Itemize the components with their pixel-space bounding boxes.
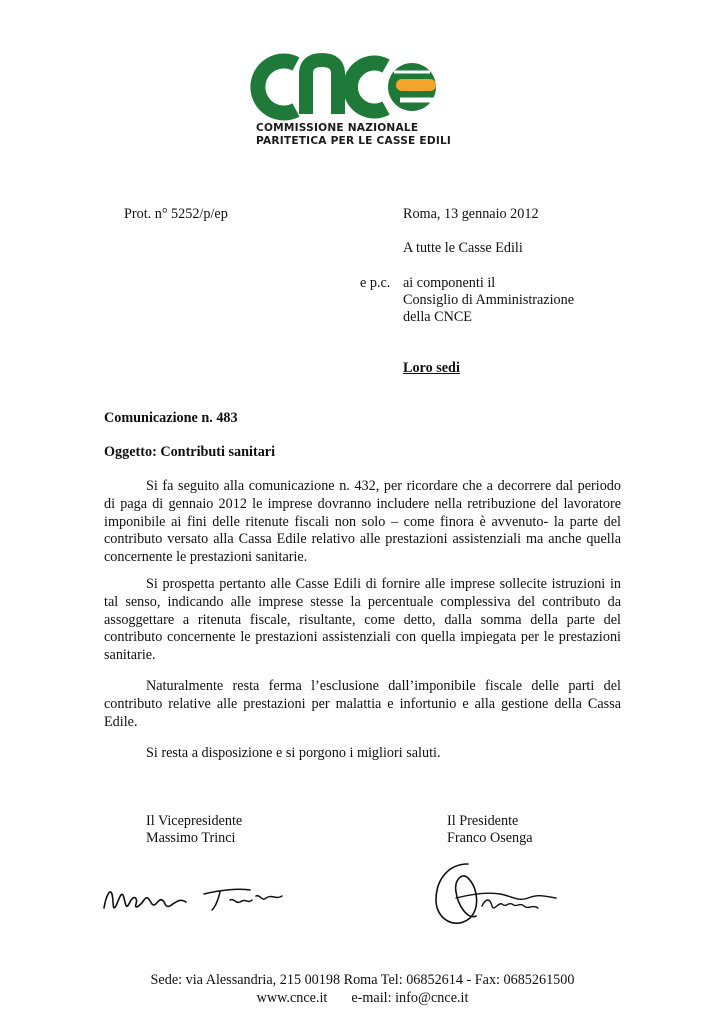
org-line-2: PARITETICA PER LE CASSE EDILI: [256, 135, 452, 147]
footer-line-1: Sede: via Alessandria, 215 00198 Roma Tel: 06852614 - Fax: 0685261500: [150, 972, 575, 988]
footer-website-link[interactable]: www.cnce.it: [256, 990, 328, 1006]
body-paragraph-3: [104, 678, 621, 731]
loro-sedi: Loro sedi: [403, 360, 460, 376]
org-line-1: COMMISSIONE NAZIONALE: [256, 122, 419, 134]
paragraph-text: Si fa seguito alla comunicazione n. 432, per ricordare che a decorrere dal periodo di paga di gennaio 2012 le imprese dovranno includere nella retribuzione del lavoratore imponibile ai fini delle ritenute fiscali non solo – come finora è avvenuto- la parte del contributo versato alla Cassa Edile relativo alle prestazioni assistenziali ma anche quella concernente le prestazioni sanitarie.: [104, 478, 621, 566]
vicepresident-title: Il Vicepresidente: [146, 813, 243, 829]
protocol-number: Prot. n° 5252/p/ep: [124, 206, 228, 222]
recipient: A tutte le Casse Edili: [403, 240, 523, 256]
subject-line: Oggetto: Contributi sanitari: [104, 444, 276, 460]
president-name: Franco Osenga: [447, 830, 533, 846]
body-paragraph-1: [104, 478, 621, 567]
president-signature: [428, 858, 568, 934]
body-paragraph-2: [104, 576, 621, 665]
cc-label: e p.c.: [360, 275, 391, 291]
paragraph-text: Si prospetta pertanto alle Casse Edili di fornire alle imprese sollecite istruzioni in tal senso, indicando alle imprese stesse la percentuale complessiva del contributo da assoggettare a ritenuta fiscale, risultante, come detto, dalla somma della parte del contributo concernente le prestazioni assistenziali con quella impiegata per le prestazioni sanitarie.: [104, 576, 621, 664]
footer-email-link[interactable]: e-mail: info@cnce.it: [351, 990, 469, 1006]
vicepresident-name: Massimo Trinci: [146, 830, 236, 846]
organization-name: [256, 122, 452, 148]
cc-line-3: della CNCE: [403, 309, 472, 325]
paragraph-text: Naturalmente resta ferma l’esclusione dall’imponibile fiscale delle parti del contributo relative alle prestazioni per malattia e infortunio e alla gestione della Cassa Edile.: [104, 678, 621, 730]
communication-number: Comunicazione n. 483: [104, 410, 238, 426]
body-paragraph-4: [104, 745, 621, 763]
cc-line-1: ai componenti il: [403, 275, 496, 291]
cnce-logo-mark: [248, 52, 448, 122]
paragraph-text: Si resta a disposizione e si porgono i migliori saluti.: [146, 745, 441, 761]
place-date: Roma, 13 gennaio 2012: [403, 206, 539, 222]
vicepresident-signature: [100, 872, 290, 922]
footer-line-2: [0, 989, 725, 1007]
president-title: Il Presidente: [447, 813, 519, 829]
cc-line-2: Consiglio di Amministrazione: [403, 292, 575, 308]
signature-scribble-left: [100, 872, 290, 922]
signature-scribble-right: [428, 858, 568, 934]
footer-address: [0, 971, 725, 1007]
